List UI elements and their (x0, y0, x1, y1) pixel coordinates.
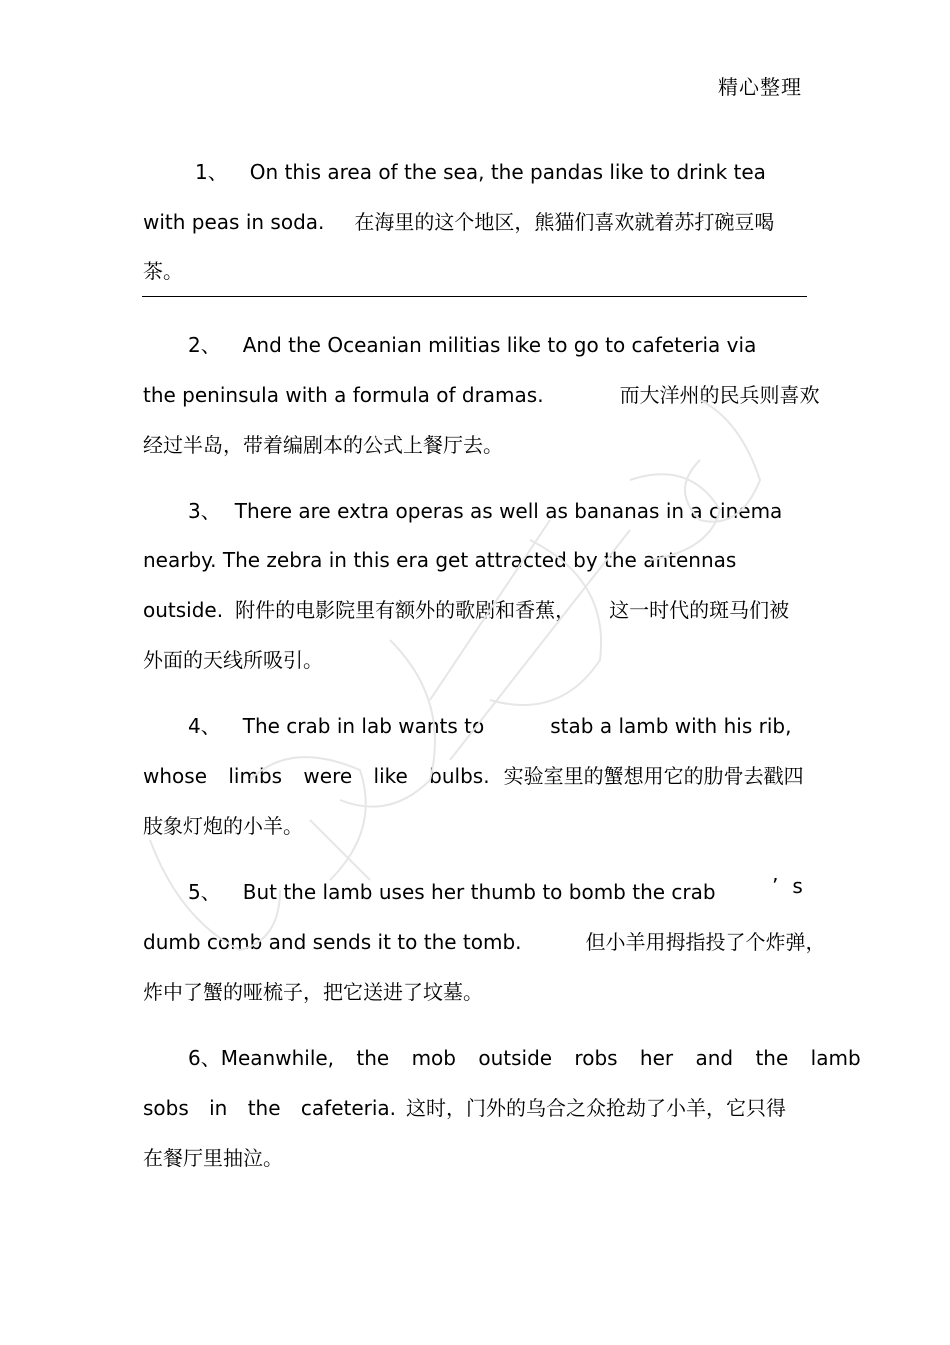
paragraph-4-line-3 (143, 812, 303, 840)
paragraph-3-text: nearby. The zebra in this era get attracted by the antennas (143, 548, 737, 572)
paragraph-6-text: sobs in the cafeteria. (143, 1096, 397, 1120)
paragraph-4-text: whose limbs were like bulbs. (143, 764, 490, 788)
paragraph-3-translation: 这一时代的斑马们被 (609, 598, 790, 622)
paragraph-5-text: ’s (772, 874, 817, 898)
paragraph-4-translation: 肢象灯炮的小羊。 (143, 814, 303, 838)
paragraph-5-possessive (772, 872, 817, 900)
paragraph-3-number: 3、 (188, 499, 221, 523)
paragraph-4-line-1 (188, 712, 791, 740)
paragraph-6-translation: 这时，门外的乌合之众抢劫了小羊，它只得 (406, 1096, 787, 1120)
paragraph-3-line-3 (143, 596, 789, 624)
paragraph-1-text: with peas in soda. (143, 210, 325, 234)
paragraph-6-line-3 (143, 1144, 283, 1172)
paragraph-4-text: The crab in lab wants to (242, 714, 485, 738)
paragraph-3-translation: 附件的电影院里有额外的歌剧和香蕉， (235, 598, 576, 622)
paragraph-2-translation: 而大洋州的民兵则喜欢 (619, 383, 820, 407)
paragraph-2-line-2 (143, 381, 820, 409)
paragraph-1-line-1 (195, 158, 766, 186)
paragraph-3-line-4 (143, 646, 323, 674)
paragraph-2-line-1 (188, 331, 756, 359)
paragraph-3-text: There are extra operas as well as bananas in a cinema (234, 499, 783, 523)
paragraph-6-number: 6、 (188, 1046, 221, 1070)
paragraph-2-text: And the Oceanian militias like to go to cafeteria via (242, 333, 757, 357)
paragraph-5-translation: 炸中了蟹的哑梳子，把它送进了坟墓。 (143, 980, 483, 1004)
paragraph-1-translation: 茶。 (143, 259, 183, 283)
paragraph-3-translation: 外面的天线所吸引。 (143, 648, 323, 672)
paragraph-1-text: On this area of the sea, the pandas like to drink tea (249, 160, 766, 184)
paragraph-4-text: stab a lamb with his rib, (550, 714, 792, 738)
paragraph-2-translation: 经过半岛，带着编剧本的公式上餐厅去。 (143, 433, 503, 457)
paragraph-6-line-2 (143, 1094, 786, 1122)
paragraph-5-line-3 (143, 978, 483, 1006)
paragraph-5-text: dumb comb and sends it to the tomb. (143, 930, 522, 954)
paragraph-1-line-2 (143, 208, 774, 236)
paragraph-3-text: outside. (143, 598, 224, 622)
paragraph-6-translation: 在餐厅里抽泣。 (143, 1146, 283, 1170)
paragraph-5-line-2 (143, 928, 826, 956)
paragraph-4-line-2 (143, 762, 804, 790)
paragraph-5-text: But the lamb uses her thumb to bomb the crab (242, 880, 716, 904)
paragraph-5-line-1 (188, 878, 716, 906)
paragraph-3-line-1 (188, 497, 782, 525)
paragraph-1-line-3 (143, 257, 183, 285)
paragraph-6-text: Meanwhile, the mob outside robs her and the lamb (220, 1046, 861, 1070)
paragraph-2-text: the peninsula with a formula of dramas. (143, 383, 544, 407)
horizontal-rule (142, 296, 807, 297)
paragraph-1-number: 1、 (195, 160, 228, 184)
paragraph-2-number: 2、 (188, 333, 221, 357)
paragraph-5-translation: 但小羊用拇指投了个炸弹， (585, 930, 826, 954)
paragraph-3-line-2 (143, 546, 736, 574)
paragraph-2-line-3 (143, 431, 503, 459)
paragraph-5-number: 5、 (188, 880, 221, 904)
header-note: 精心整理 (718, 75, 802, 99)
paragraph-1-translation: 在海里的这个地区，熊猫们喜欢就着苏打碗豆喝 (354, 210, 775, 234)
paragraph-4-translation: 实验室里的蟹想用它的肋骨去戳四 (503, 764, 804, 788)
paragraph-6-line-1 (188, 1044, 861, 1072)
paragraph-4-number: 4、 (188, 714, 221, 738)
